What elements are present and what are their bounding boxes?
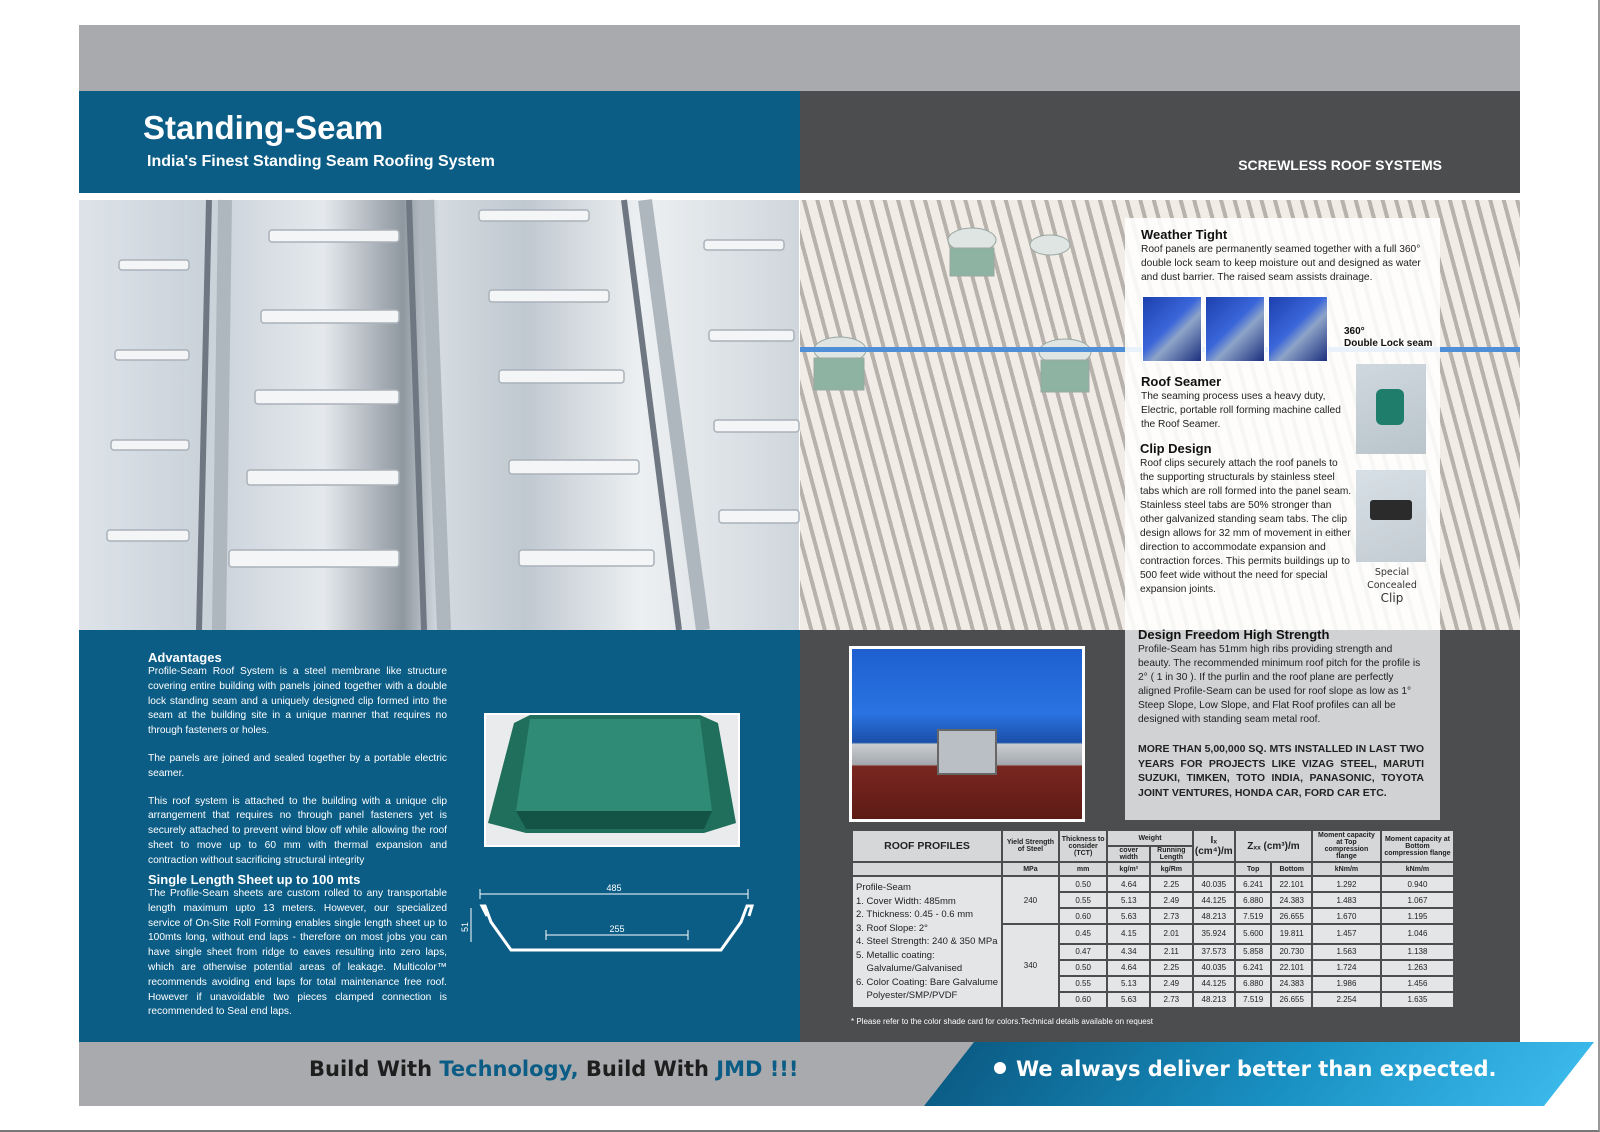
design-text: Profile-Seam has 51mm high ribs providing strength and beauty. The recommended minimum roof pitch for the profile is 2° ( 1 in 30 ). If the purlin and the roof plane are perfectly aligned Profile-Seam can be used for roof slope as low as 1° Steep Slope, Low Slope, and Flat Roof profiles can all be designed with standing seam metal roof. bbox=[1138, 644, 1421, 725]
profile-note: 1. Cover Width: 485mm bbox=[856, 895, 956, 907]
cell-ix: 48.213 bbox=[1193, 908, 1235, 924]
unit-thickness: mm bbox=[1059, 862, 1108, 876]
profile-note: 2. Thickness: 0.45 - 0.6 mm bbox=[856, 909, 974, 920]
cell-cover: 4.64 bbox=[1107, 876, 1150, 892]
unit-bottom: Bottom bbox=[1271, 862, 1312, 876]
cell-thickness: 0.60 bbox=[1059, 992, 1108, 1008]
single-length-block bbox=[148, 872, 447, 1020]
roof-profiles-table bbox=[851, 829, 1455, 1009]
cell-thickness: 0.47 bbox=[1059, 944, 1108, 960]
cell-running: 2.73 bbox=[1150, 908, 1193, 924]
header-zxx: Zₓₓ (cm³)/m bbox=[1235, 830, 1312, 862]
cell-moment-top: 1.670 bbox=[1312, 908, 1381, 924]
slogan-part-2: Technology, bbox=[439, 1057, 579, 1081]
cell-thickness: 0.55 bbox=[1059, 892, 1108, 908]
roof-ribs-illustration bbox=[79, 200, 799, 630]
cell-ix: 40.035 bbox=[1193, 960, 1235, 976]
header-left-band bbox=[79, 91, 800, 193]
cell-cover: 4.15 bbox=[1107, 924, 1150, 944]
cell-moment-bottom: 1.138 bbox=[1381, 944, 1454, 960]
seamer-machine-shape bbox=[1376, 389, 1404, 425]
cell-z-bottom: 24.383 bbox=[1271, 976, 1312, 992]
clip-caption-line-1: Special bbox=[1374, 567, 1410, 578]
unit-top: Top bbox=[1235, 862, 1272, 876]
profile-notes-cell bbox=[852, 876, 1002, 1008]
projects-statement: MORE THAN 5,00,000 SQ. MTS INSTALLED IN LAST TWO YEARS FOR PROJECTS LIKE VIZAG STEEL, MARUTI SUZUKI, TIMKEN, TOTO INDIA, PANASONIC, TOYOTA JOINT VENTURES, HONDA CAR, FORD CAR ETC. bbox=[1138, 743, 1424, 799]
section-tag: SCREWLESS ROOF SYSTEMS bbox=[1238, 157, 1442, 173]
table-footnote: * Please refer to the color shade card for colors.Technical details available on request bbox=[851, 1017, 1153, 1026]
profile-note: Polyester/SMP/PVDF bbox=[856, 990, 958, 1001]
cell-cover: 5.63 bbox=[1107, 992, 1150, 1008]
profile-note: Galvalume/Galvanised bbox=[856, 963, 963, 974]
cell-thickness: 0.50 bbox=[1059, 876, 1108, 892]
cell-z-bottom: 20.730 bbox=[1271, 944, 1312, 960]
cell-z-bottom: 26.655 bbox=[1271, 992, 1312, 1008]
cell-z-bottom: 26.655 bbox=[1271, 908, 1312, 924]
cell-thickness: 0.55 bbox=[1059, 976, 1108, 992]
clip-bracket-shape bbox=[937, 729, 997, 775]
page-subtitle: India's Finest Standing Seam Roofing System bbox=[147, 153, 495, 170]
cell-z-top: 7.519 bbox=[1235, 908, 1272, 924]
top-gray-strip bbox=[79, 25, 1520, 91]
header-thickness: Thickness to consider (TCT) bbox=[1059, 830, 1108, 862]
profile-note: 6. Color Coating: Bare Galvalume bbox=[856, 976, 999, 988]
advantages-block bbox=[148, 650, 447, 869]
cell-moment-bottom: 1.456 bbox=[1381, 976, 1454, 992]
cell-ix: 44.125 bbox=[1193, 976, 1235, 992]
cell-running: 2.49 bbox=[1150, 976, 1193, 992]
profile-height-label: 51 bbox=[460, 921, 470, 932]
clip-caption-line-3: Clip bbox=[1380, 591, 1404, 605]
weather-tight-heading: Weather Tight bbox=[1141, 227, 1228, 242]
cell-cover: 5.63 bbox=[1107, 908, 1150, 924]
double-lock-text: Double Lock seam bbox=[1344, 338, 1433, 349]
table-row bbox=[852, 876, 1454, 892]
yield-340-cell: 340 bbox=[1002, 924, 1059, 1008]
cell-moment-top: 1.457 bbox=[1312, 924, 1381, 944]
footer-bar bbox=[79, 1042, 1520, 1106]
header-moment-bottom: Moment capacity at Bottom compression flange bbox=[1381, 830, 1454, 862]
clip-caption-line-2: Concealed bbox=[1367, 580, 1417, 591]
cell-cover: 4.64 bbox=[1107, 960, 1150, 976]
unit-blank bbox=[852, 862, 1002, 876]
cell-moment-top: 1.986 bbox=[1312, 976, 1381, 992]
cell-z-top: 6.241 bbox=[1235, 960, 1272, 976]
header-moment-top: Moment capacity at Top compression flange bbox=[1312, 830, 1381, 862]
cell-running: 2.01 bbox=[1150, 924, 1193, 944]
clip-caption bbox=[1352, 566, 1432, 606]
green-profile-sheet-photo bbox=[484, 713, 740, 847]
slogan-part-4: JMD !!! bbox=[716, 1057, 799, 1081]
advantages-paragraph-3: This roof system is attached to the building with a unique clip arrangement that requires no through panel fasteners yet is securely attached to prevent wind blow off while allowing the roof sheet to move up to 60 mm with thermal expansion and contraction without sacrificing structural integrity bbox=[148, 795, 447, 866]
cell-z-top: 5.600 bbox=[1235, 924, 1272, 944]
footer-slogan bbox=[309, 1057, 798, 1081]
profile-note: Profile-Seam bbox=[856, 882, 911, 893]
unit-moment-top: kNm/m bbox=[1312, 862, 1381, 876]
unit-yield: MPa bbox=[1002, 862, 1059, 876]
cell-z-top: 6.880 bbox=[1235, 976, 1272, 992]
cell-z-bottom: 24.383 bbox=[1271, 892, 1312, 908]
cell-moment-bottom: 1.046 bbox=[1381, 924, 1454, 944]
cell-thickness: 0.60 bbox=[1059, 908, 1108, 924]
cell-z-bottom: 22.101 bbox=[1271, 960, 1312, 976]
clip-shape bbox=[1370, 500, 1412, 520]
cell-z-top: 6.880 bbox=[1235, 892, 1272, 908]
profile-dimension-drawing bbox=[460, 880, 765, 960]
cell-moment-bottom: 1.635 bbox=[1381, 992, 1454, 1008]
roof-seamer-image bbox=[1356, 364, 1426, 454]
cell-moment-top: 1.292 bbox=[1312, 876, 1381, 892]
header-yield-strength: Yield Strength of Steel bbox=[1002, 830, 1059, 862]
cell-running: 2.49 bbox=[1150, 892, 1193, 908]
design-heading: Design Freedom High Strength bbox=[1138, 627, 1330, 642]
header-ix: Iₓ (cm⁴)/m bbox=[1193, 830, 1235, 862]
advantages-heading: Advantages bbox=[148, 650, 222, 665]
tagline-text: We always deliver better than expected. bbox=[1016, 1057, 1497, 1081]
cell-thickness: 0.50 bbox=[1059, 960, 1108, 976]
table-units-row bbox=[852, 862, 1454, 876]
cell-z-top: 7.519 bbox=[1235, 992, 1272, 1008]
profile-note: 4. Steel Strength: 240 & 350 MPa bbox=[856, 936, 998, 947]
cell-moment-top: 1.483 bbox=[1312, 892, 1381, 908]
yield-240-cell: 240 bbox=[1002, 876, 1059, 924]
unit-cover: kg/m² bbox=[1107, 862, 1150, 876]
cell-running: 2.25 bbox=[1150, 960, 1193, 976]
seam-image-3 bbox=[1268, 296, 1328, 362]
cell-moment-bottom: 1.195 bbox=[1381, 908, 1454, 924]
slogan-part-1: Build With bbox=[309, 1057, 440, 1081]
clip-design-heading: Clip Design bbox=[1140, 441, 1212, 456]
cell-z-top: 6.241 bbox=[1235, 876, 1272, 892]
cell-ix: 37.573 bbox=[1193, 944, 1235, 960]
cell-cover: 5.13 bbox=[1107, 976, 1150, 992]
cell-ix: 40.035 bbox=[1193, 876, 1235, 892]
cell-thickness: 0.45 bbox=[1059, 924, 1108, 944]
single-length-text: The Profile-Seam sheets are custom rolled to any transportable length maximum upto 13 meters. However, our specialized service of On-Site Roll Forming enables single length sheet up to 100mts long, without end laps - therefore on most jobs you can have single sheet from ridge to eaves resulting into zero laps, which are otherwise potential areas of leakage. Multicolor™ recommends avoiding end laps for total maintenance free roof. However if unavoidable two pieces clamped connection is recommended to Seal end laps. bbox=[148, 888, 447, 1018]
weather-tight-text: Roof panels are permanently seamed together with a full 360° double lock seam to keep moisture out and designed as water and dust barrier. The raised seam assists drainage. bbox=[1141, 244, 1421, 283]
roof-seamer-text: The seaming process uses a heavy duty, Electric, portable roll forming machine called the Roof Seamer. bbox=[1141, 391, 1341, 430]
cell-moment-bottom: 1.263 bbox=[1381, 960, 1454, 976]
cell-moment-top: 1.724 bbox=[1312, 960, 1381, 976]
cell-ix: 48.213 bbox=[1193, 992, 1235, 1008]
header-running-length: Running Length bbox=[1150, 846, 1193, 862]
profile-width-label: 485 bbox=[606, 883, 622, 893]
clip-design-text: Roof clips securely attach the roof panels to the supporting structurals by stainless steel tabs which are roll formed into the panel seam. Stainless steel tabs are 50% stronger than other galvanized standing seam tabs. The clip design allows for 32 mm of movement in either direction to accommodate expansion and contraction forces. This permits buildings up to 500 feet wide without the need for special expansion joints. bbox=[1140, 458, 1352, 595]
profile-inner-label: 255 bbox=[609, 924, 625, 934]
bullet-dot-icon bbox=[994, 1062, 1006, 1074]
header-weight: Weight bbox=[1107, 830, 1192, 846]
roof-seamer-heading: Roof Seamer bbox=[1141, 374, 1222, 389]
unit-ix bbox=[1193, 862, 1235, 876]
cell-z-top: 5.858 bbox=[1235, 944, 1272, 960]
cell-running: 2.11 bbox=[1150, 944, 1193, 960]
cell-cover: 4.34 bbox=[1107, 944, 1150, 960]
cell-moment-top: 1.563 bbox=[1312, 944, 1381, 960]
table-header-row bbox=[852, 830, 1454, 846]
single-length-heading: Single Length Sheet up to 100 mts bbox=[148, 872, 361, 887]
advantages-paragraph-1: Profile-Seam Roof System is a steel membrane like structure covering entire building with panels joined together with a double lock standing seam and a uniquely designed clip formed into the seam at the building site in a unique manner that requires no through fasteners or holes. bbox=[148, 666, 447, 737]
cell-moment-top: 2.254 bbox=[1312, 992, 1381, 1008]
cell-moment-bottom: 1.067 bbox=[1381, 892, 1454, 908]
unit-moment-bottom: kNm/m bbox=[1381, 862, 1454, 876]
slogan-part-3: Build With bbox=[578, 1057, 717, 1081]
cell-ix: 35.924 bbox=[1193, 924, 1235, 944]
cell-moment-bottom: 0.940 bbox=[1381, 876, 1454, 892]
cell-running: 2.73 bbox=[1150, 992, 1193, 1008]
profile-note: 3. Roof Slope: 2° bbox=[856, 922, 928, 934]
header-roof-profiles: ROOF PROFILES bbox=[852, 830, 1002, 862]
header-right-band bbox=[800, 91, 1520, 193]
green-sheet-illustration bbox=[486, 715, 738, 845]
page-title: Standing-Seam bbox=[143, 109, 384, 146]
seam-image-1 bbox=[1142, 296, 1202, 362]
standing-seam-roof-photo bbox=[79, 200, 799, 630]
unit-running: kg/Rm bbox=[1150, 862, 1193, 876]
double-lock-label bbox=[1344, 326, 1432, 350]
cell-ix: 44.125 bbox=[1193, 892, 1235, 908]
cell-cover: 5.13 bbox=[1107, 892, 1150, 908]
blue-panel-clip-photo bbox=[849, 646, 1085, 822]
profile-note: 5. Metallic coating: bbox=[856, 949, 935, 961]
advantages-paragraph-2: The panels are joined and sealed together by a portable electric seamer. bbox=[148, 752, 447, 779]
double-lock-degree: 360° bbox=[1344, 326, 1365, 337]
footer-tagline bbox=[994, 1057, 1497, 1081]
cell-running: 2.25 bbox=[1150, 876, 1193, 892]
cell-z-bottom: 19.811 bbox=[1271, 924, 1312, 944]
concealed-clip-image bbox=[1356, 470, 1426, 562]
cell-z-bottom: 22.101 bbox=[1271, 876, 1312, 892]
seam-image-2 bbox=[1205, 296, 1265, 362]
header-cover-width: cover width bbox=[1107, 846, 1150, 862]
